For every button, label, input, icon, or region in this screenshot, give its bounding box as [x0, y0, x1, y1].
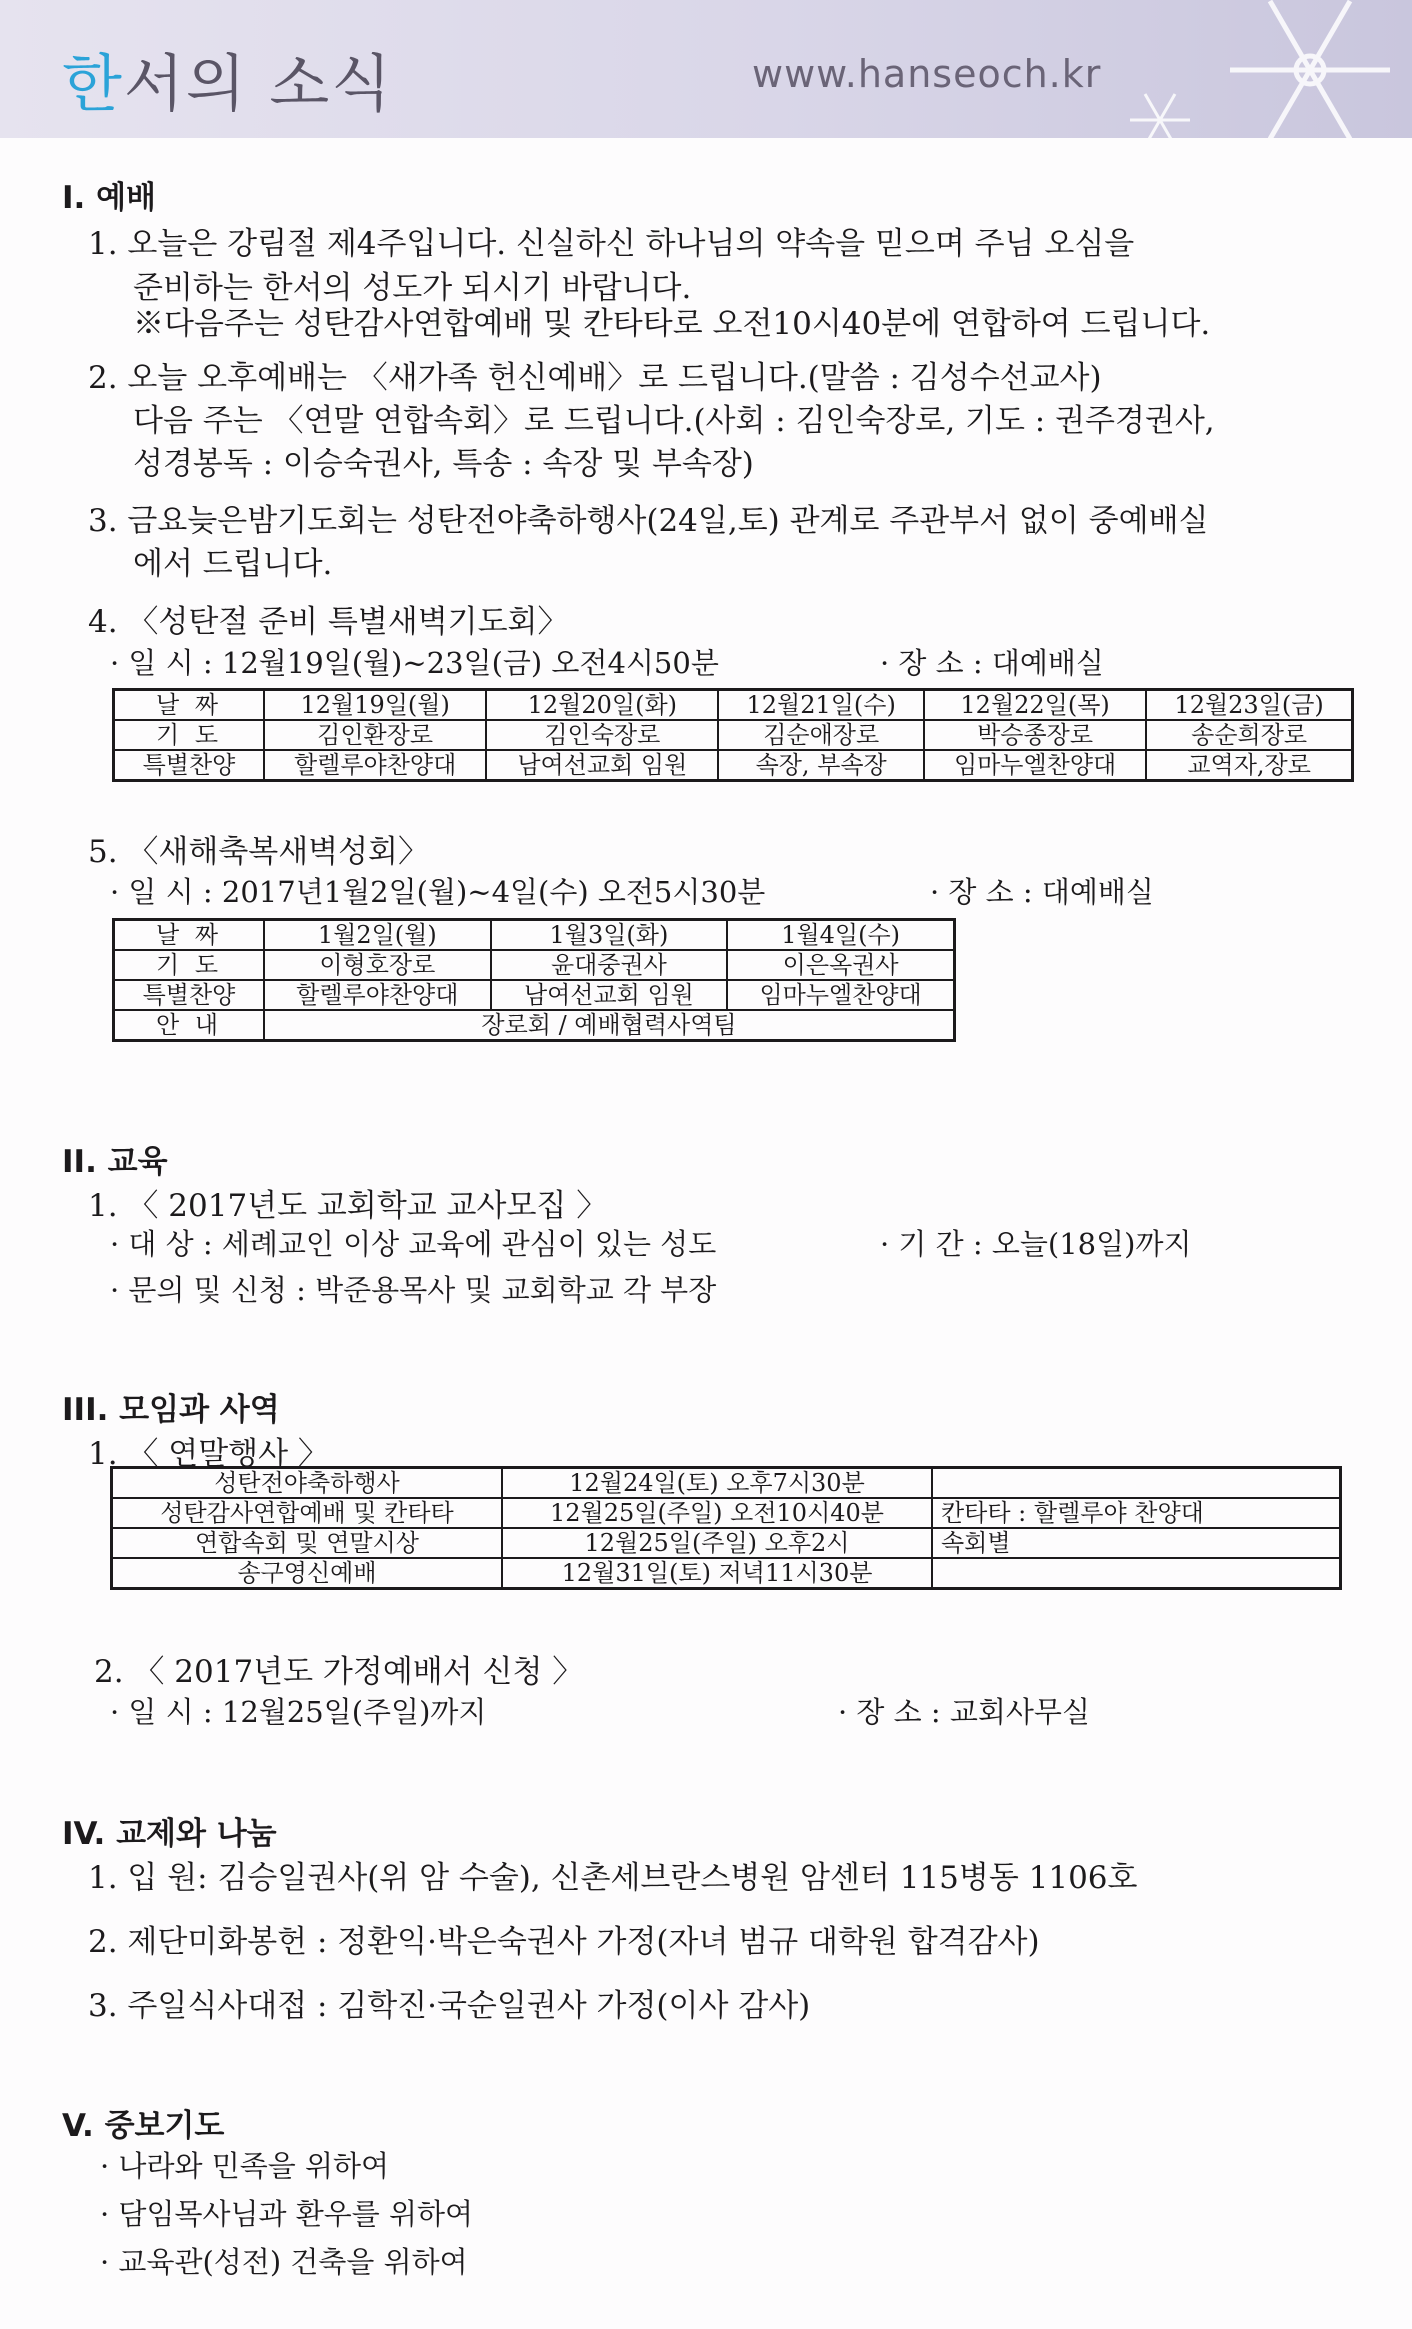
brand-title: [62, 34, 393, 123]
sec1-item4-place: · 장 소 : 대예배실: [880, 646, 1104, 680]
sec3-item2-title: 2. 〈 2017년도 가정예배서 신청 〉: [94, 1654, 584, 1690]
sec2-period: · 기 간 : 오늘(18일)까지: [880, 1227, 1192, 1261]
table-row: [114, 690, 1353, 721]
table-cell: 12월23일(금): [1146, 690, 1352, 721]
table-cell: 12월24일(토) 오후7시30분: [502, 1468, 932, 1499]
sec2-item1-title: 1. 〈 2017년도 교회학교 교사모집 〉: [88, 1188, 608, 1224]
brand-part1: 한: [62, 47, 124, 120]
sec2-contact: · 문의 및 신청 : 박준용목사 및 교회학교 각 부장: [110, 1273, 717, 1307]
table-cell: 12월25일(주일) 오후2시: [502, 1528, 932, 1558]
table-cell: 연합속회 및 연말시상: [112, 1528, 503, 1558]
table-cell: 기 도: [114, 950, 265, 980]
table-cell: 속회별: [932, 1528, 1341, 1558]
sec1-item1-line2: 준비하는 한서의 성도가 되시기 바랍니다.: [133, 270, 692, 306]
table-cell: 성탄전야축하행사: [112, 1468, 503, 1499]
dawn-prayer-table: [112, 688, 1354, 782]
sec1-item5-title: 5. 〈새해축복새벽성회〉: [88, 834, 429, 870]
sec1-item4-title: 4. 〈성탄절 준비 특별새벽기도회〉: [88, 604, 569, 640]
table-cell: 안 내: [114, 1010, 265, 1041]
sec1-item5-time: · 일 시 : 2017년1월2일(월)~4일(수) 오전5시30분: [110, 875, 766, 909]
snowflake-icon: [1120, 0, 1412, 138]
table-cell: 12월22일(목): [924, 690, 1146, 721]
table-cell: 특별찬양: [114, 980, 265, 1010]
sec4-item1: 1. 입 원: 김승일권사(위 암 수술), 신촌세브란스병원 암센터 115병동 1106호: [88, 1860, 1138, 1896]
section-3-title: III. 모임과 사역: [62, 1392, 280, 1428]
sec1-item3-line1: 3. 금요늦은밤기도회는 성탄전야축하행사(24일,토) 관계로 주관부서 없이 중예배실: [88, 503, 1209, 539]
table-row: [112, 1558, 1341, 1589]
section-1-title: I. 예배: [62, 180, 156, 216]
table-cell: 윤대중권사: [491, 950, 728, 980]
sec1-item5-place: · 장 소 : 대예배실: [930, 875, 1154, 909]
table-cell: 교역자,장로: [1146, 750, 1352, 781]
table-row: [114, 750, 1353, 781]
prayer-item-1: · 나라와 민족을 위하여: [100, 2149, 389, 2183]
table-row: [112, 1528, 1341, 1558]
new-year-prayer-table: [112, 918, 956, 1042]
table-cell: 특별찬양: [114, 750, 265, 781]
table-cell: 송구영신예배: [112, 1558, 503, 1589]
brand-part2: 서의 소식: [123, 47, 394, 120]
sec3-item2-time: · 일 시 : 12월25일(주일)까지: [110, 1695, 487, 1729]
table-cell: 할렐루야찬양대: [264, 980, 491, 1010]
table-cell: 칸타타 : 할렐루야 찬양대: [932, 1498, 1341, 1528]
table-cell: 임마누엘찬양대: [727, 980, 954, 1010]
table-cell: 이은옥권사: [727, 950, 954, 980]
table-row: [114, 720, 1353, 750]
table-row: [114, 950, 955, 980]
website-url: www.hanseoch.kr: [752, 52, 1102, 96]
section-4-title: IV. 교제와 나눔: [62, 1816, 277, 1852]
prayer-item-3: · 교육관(성전) 건축을 위하여: [100, 2245, 468, 2279]
table-cell: 속장, 부속장: [718, 750, 924, 781]
table-cell: 남여선교회 임원: [486, 750, 718, 781]
section-2-title: II. 교육: [62, 1144, 168, 1180]
section-5-title: V. 중보기도: [62, 2108, 225, 2144]
table-cell: 12월21일(수): [718, 690, 924, 721]
table-row: [114, 1010, 955, 1041]
page-header: [0, 0, 1412, 138]
prayer-item-2: · 담임목사님과 환우를 위하여: [100, 2197, 474, 2231]
table-cell: 김순애장로: [718, 720, 924, 750]
table-cell: 김인환장로: [264, 720, 486, 750]
sec3-item1-title: 1. 〈 연말행사 〉: [88, 1436, 329, 1472]
table-cell: 12월19일(월): [264, 690, 486, 721]
sec1-item2-line2: 다음 주는 〈연말 연합속회〉로 드립니다.(사회 : 김인숙장로, 기도 : 권주경권사,: [133, 403, 1215, 439]
sec1-item2-line3: 성경봉독 : 이승숙권사, 특송 : 속장 및 부속장): [133, 446, 754, 482]
table-cell: 성탄감사연합예배 및 칸타타: [112, 1498, 503, 1528]
sec1-item1-line3: ※다음주는 성탄감사연합예배 및 칸타타로 오전10시40분에 연합하여 드립니다.: [133, 306, 1211, 342]
table-row: [112, 1468, 1341, 1499]
table-cell: 송순희장로: [1146, 720, 1352, 750]
sec1-item4-time: · 일 시 : 12월19일(월)~23일(금) 오전4시50분: [110, 646, 719, 680]
sec4-item3: 3. 주일식사대접 : 김학진·국순일권사 가정(이사 감사): [88, 1988, 811, 2024]
sec3-item2-place: · 장 소 : 교회사무실: [838, 1695, 1090, 1729]
table-cell: 임마누엘찬양대: [924, 750, 1146, 781]
table-cell: 1월2일(월): [264, 920, 491, 951]
table-cell: [932, 1558, 1341, 1589]
sec2-target: · 대 상 : 세례교인 이상 교육에 관심이 있는 성도: [110, 1227, 717, 1261]
year-end-events-table: [110, 1466, 1342, 1590]
table-cell: 1월3일(화): [491, 920, 728, 951]
sec1-item2-line1: 2. 오늘 오후예배는 〈새가족 헌신예배〉로 드립니다.(말씀 : 김성수선교사): [88, 360, 1102, 396]
table-cell: 날 짜: [114, 920, 265, 951]
table-cell: 남여선교회 임원: [491, 980, 728, 1010]
table-cell: 1월4일(수): [727, 920, 954, 951]
table-cell: 김인숙장로: [486, 720, 718, 750]
sec1-item3-line2: 에서 드립니다.: [133, 546, 333, 582]
table-cell: 장로회 / 예배협력사역팀: [264, 1010, 955, 1041]
table-row: [112, 1498, 1341, 1528]
sec1-item1-line1: 1. 오늘은 강림절 제4주입니다. 신실하신 하나님의 약속을 믿으며 주님 오심을: [88, 226, 1135, 262]
sec4-item2: 2. 제단미화봉헌 : 정환익·박은숙권사 가정(자녀 범규 대학원 합격감사): [88, 1924, 1040, 1960]
table-cell: 이형호장로: [264, 950, 491, 980]
table-row: [114, 980, 955, 1010]
table-cell: 박승종장로: [924, 720, 1146, 750]
table-row: [114, 920, 955, 951]
table-cell: 날 짜: [114, 690, 265, 721]
table-cell: 12월25일(주일) 오전10시40분: [502, 1498, 932, 1528]
table-cell: 기 도: [114, 720, 265, 750]
table-cell: 할렐루야찬양대: [264, 750, 486, 781]
table-cell: 12월20일(화): [486, 690, 718, 721]
table-cell: 12월31일(토) 저녁11시30분: [502, 1558, 932, 1589]
table-cell: [932, 1468, 1341, 1499]
